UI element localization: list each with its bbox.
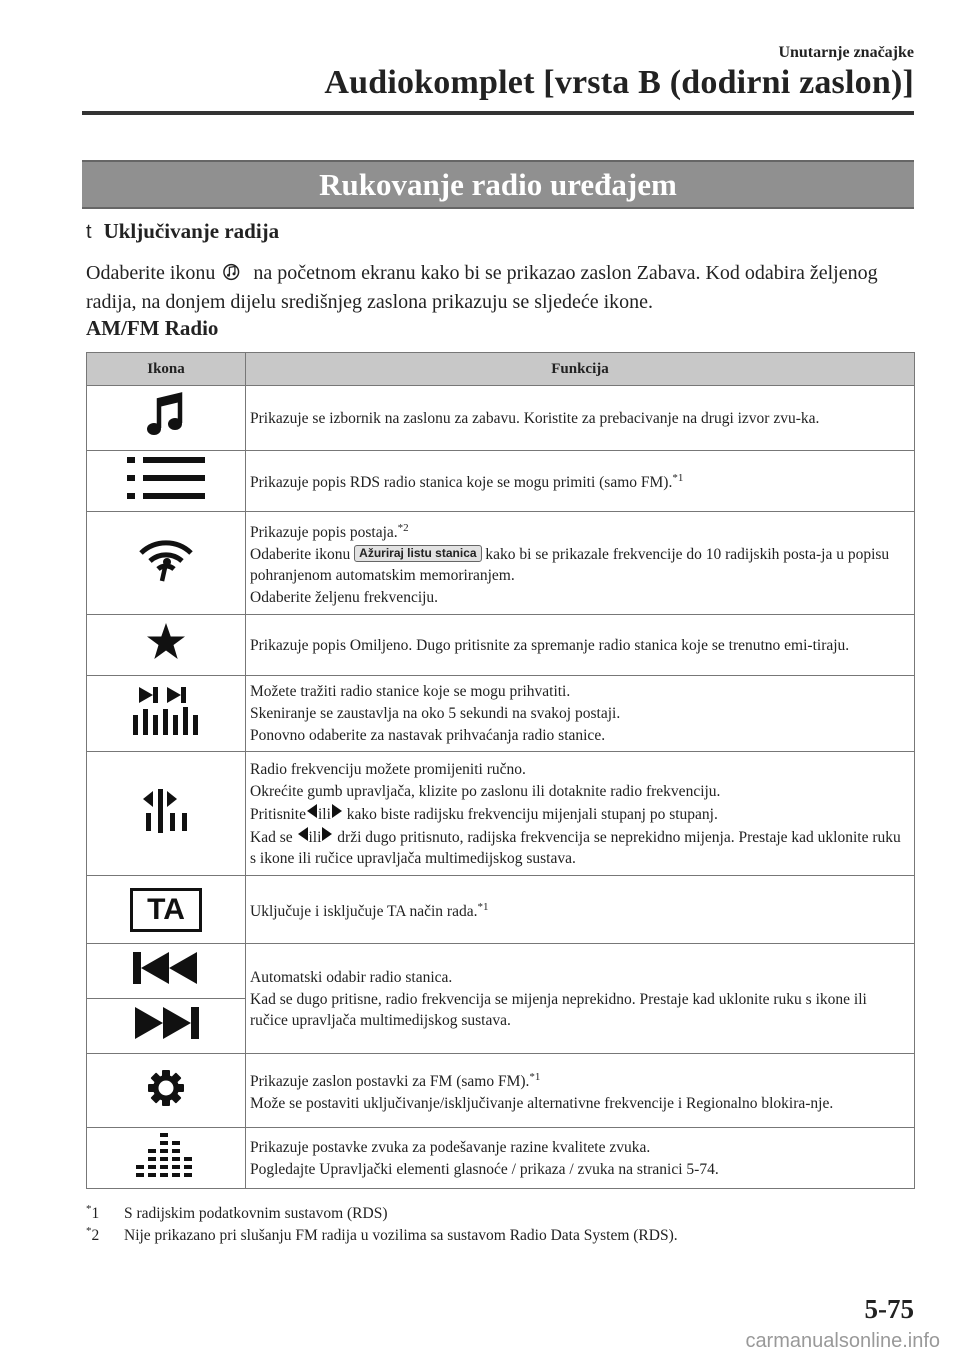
gear-icon [148,1070,184,1106]
footnote-ref: *1 [672,472,684,485]
row-desc: Prikazuje postavke zvuka za podešavanje razine kvalitete zvuka. [250,1138,651,1156]
table-row [87,1128,915,1189]
row-desc: Prikazuje zaslon postavki za FM (samo FM). [250,1073,530,1091]
subheading [86,219,279,244]
ta-icon: TA [130,888,202,932]
table-header-row [87,353,915,386]
table-row [87,752,915,876]
footnote-ref: *2 [397,521,409,534]
table-row [87,615,915,676]
manual-tune-icon [143,789,189,833]
table-row [87,876,915,944]
intro-text-a: Odaberite ikonu [86,262,216,284]
footnote-number: 1 [91,1205,100,1223]
footnote [86,1203,388,1223]
triangle-right-icon [331,803,343,819]
row-desc: Prikazuje se izbornik na zaslonu za zabavu. Koristite za prebacivanje na drugi izvor zvu-ka. [250,409,820,427]
row-desc: Okrećite gumb upravljača, klizite po zaslonu ili dotaknite radio frekvenciju. [250,782,721,800]
music-note-icon [146,392,186,438]
footnote-ref: *1 [529,1070,541,1083]
table-row [87,386,915,451]
list-icon [127,455,205,501]
table-row [87,676,915,752]
row-desc: kako biste radijsku frekvenciju mijenjali stupanj po stupanj. [346,805,718,823]
music-note-inline-icon [223,261,245,283]
equalizer-icon [135,1133,197,1177]
row-desc: ili [308,828,322,846]
scan-icon [133,687,199,735]
table-row [87,944,915,999]
subheading-text: Uključivanje radija [103,219,280,243]
seek-forward-icon [133,1005,199,1041]
row-desc: Prikazuje popis RDS radio stanica koje se mogu primiti (samo FM). [250,474,673,492]
row-desc: Prikazuje popis Omiljeno. Dugo pritisnite za spremanje radio stanica koje se trenutno emi-tiraju. [250,636,850,654]
row-desc: Pritisnite [250,805,306,823]
update-station-list-button: Ažuriraj listu stanica [354,545,481,562]
header-rule [82,111,914,115]
row-desc: Pogledajte Upravljački elementi glasnoće / prikaza / zvuka na stranici 5-74. [250,1160,719,1178]
footnote-mark: * [86,1203,92,1215]
col-header-icon: Ikona [87,353,246,386]
footnote [86,1225,678,1245]
footnote-mark: * [86,1225,92,1237]
star-icon [146,622,186,662]
header-section-label: Unutarnje značajke [778,44,914,61]
row-desc: Možete tražiti radio stanice koje se mogu prihvatiti. [250,683,571,700]
row-desc: Kad se dugo pritisne, radio frekvencija se mijenja neprekidno. Prestaje kad uklonite ruku s ikone ili ručice upravljača multimedijskog sustava. [250,990,867,1029]
page-header-title: Audiokomplet [vrsta B (dodirni zaslon)] [324,64,914,101]
col-header-function: Funkcija [246,353,915,386]
watermark-link[interactable]: carmanualsonline.info [745,1330,940,1352]
seek-back-icon [133,950,199,986]
radio-icon-table [86,352,915,1189]
row-desc: Radio frekvenciju možete promijeniti ručno. [250,760,526,778]
row-desc: Odaberite željenu frekvenciju. [250,589,439,607]
row-desc: ili [317,805,331,823]
triangle-left-icon [297,826,309,842]
table-row [87,451,915,512]
triangle-left-icon [306,803,318,819]
table-row [87,512,915,615]
row-desc: Skeniranje se zaustavlja na oko 5 sekundi na svakoj postaji. [250,705,621,722]
footnote-number: 2 [91,1227,100,1245]
row-desc: Kad se [250,828,293,846]
triangle-right-icon [321,826,333,842]
row-desc: kako bi se prikazale frekvencije do 10 radijskih posta-ja u popisu pohranjenom automatskim memoriranjem. [250,546,890,585]
table-row [87,1054,915,1128]
row-desc: Može se postaviti uključivanje/isključivanje alternativne frekvencije i Regionalno blokira-nje. [250,1095,834,1113]
intro-paragraph [86,259,916,317]
row-desc: Prikazuje popis postaja. [250,524,398,542]
row-desc: drži dugo pritisnuto, radijska frekvencija se neprekidno mijenja. Prestaje kad uklonite ruku s ikone ili ručice upravljača multimedijskog sustava. [250,828,901,867]
footnote-text: Nije prikazano pri slušanju FM radija u vozilima sa sustavom Radio Data System (RDS). [124,1227,678,1245]
row-desc: Odaberite ikonu [250,546,351,564]
antenna-icon [137,537,195,583]
row-desc: Automatski odabir radio stanica. [250,968,453,986]
footnote-text: S radijskim podatkovnim sustavom (RDS) [124,1205,388,1223]
row-desc: Ponovno odaberite za nastavak prihvaćanja radio stanice. [250,727,606,744]
subheading-bullet: t [86,221,92,243]
row-desc: Uključuje i isključuje TA način rada. [250,903,478,921]
footnote-ref: *1 [477,900,489,913]
amfm-title: AM/FM Radio [86,316,219,340]
intro-text-b: na početnom ekranu kako bi se prikazao zaslon Zabava. Kod odabira željenog radija, na donjem dijelu središnjeg zaslona prikazuju se sljedeće ikone. [86,262,878,313]
page-number: 5-75 [864,1294,914,1324]
section-banner: Rukovanje radio uređajem [82,160,914,209]
